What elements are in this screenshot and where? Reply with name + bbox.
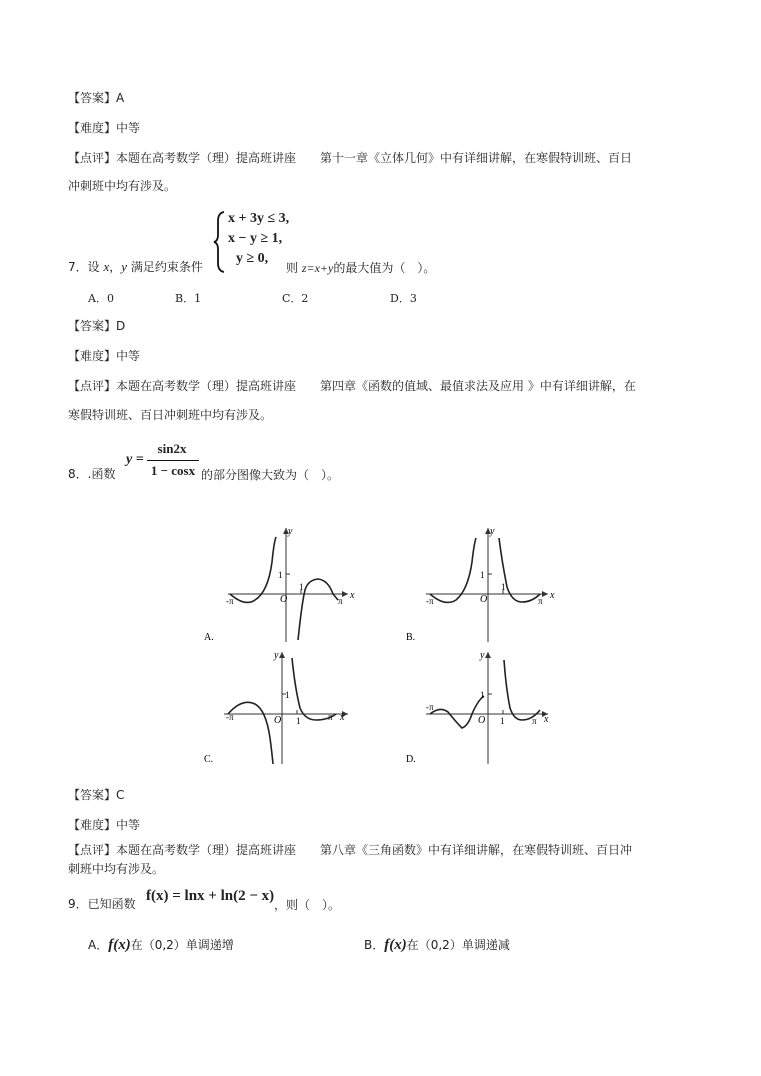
q7-constraint-1: x + 3y ≤ 3,	[228, 211, 290, 226]
q8-graph-d	[400, 648, 560, 773]
q9-option-a	[88, 936, 234, 954]
axis-origin: O	[480, 594, 488, 605]
q8-graph-c	[200, 648, 360, 773]
axis-origin: O	[478, 715, 486, 726]
q7-option-a: A．0	[88, 292, 114, 305]
tick-1-y: 1	[285, 690, 290, 700]
q7-objective: z=x+y	[301, 261, 334, 275]
q8-graph-a	[200, 522, 360, 647]
q7-tail	[286, 259, 435, 276]
axis-origin: O	[274, 715, 282, 726]
q9-function: f(x) = lnx + ln(2 − x)	[146, 888, 275, 904]
graph-label-b: B.	[406, 632, 416, 643]
tick-1-x: 1	[299, 582, 304, 592]
q6-answer: 【答案】A	[68, 91, 125, 105]
q7-system-brace	[213, 211, 227, 276]
tick-neg-pi: -π	[226, 712, 234, 722]
tick-neg-pi: -π	[226, 596, 234, 606]
axis-y-label: y	[480, 650, 485, 661]
axis-origin: O	[280, 594, 288, 605]
q8-comment-line2: 刺班中均有涉及。	[68, 862, 165, 876]
q7-then: 则	[286, 261, 302, 275]
q7-constraint-2: x − y ≥ 1,	[228, 231, 283, 246]
tick-1-x: 1	[500, 716, 505, 726]
q7-comment-line2: 寒假特训班、百日冲刺班中均有涉及。	[68, 408, 273, 422]
tick-pi: π	[338, 596, 343, 606]
q7-var-x: x	[103, 259, 110, 274]
q9-option-a-label: A．	[88, 938, 109, 952]
q8-graph-b	[400, 522, 560, 647]
q9-option-b-label: B．	[364, 938, 385, 952]
axis-x-label: x	[550, 590, 555, 601]
q7-option-c: C．2	[282, 292, 309, 305]
q7-stem	[68, 259, 203, 275]
tick-1-x: 1	[296, 716, 301, 726]
axis-y-label: y	[490, 526, 495, 537]
q7-var-y: y	[121, 259, 128, 274]
q7-option-b: B．1	[175, 292, 202, 305]
q9-option-b	[364, 936, 510, 954]
axis-y-label: y	[288, 526, 293, 537]
q8-denominator: 1 − cosx	[150, 463, 196, 478]
tick-pi: π	[328, 712, 333, 722]
q9-option-a-fx: f(x)	[108, 937, 131, 953]
tick-pi: π	[538, 596, 543, 606]
graph-label-c: C.	[204, 754, 214, 765]
left-brace-icon	[213, 211, 227, 273]
q7-prefix: 7．设	[68, 260, 104, 274]
graph-label-a: A.	[204, 632, 214, 643]
q9-prefix: 9．已知函数	[68, 897, 136, 911]
tick-pi: π	[532, 716, 537, 726]
axis-x-label: x	[340, 712, 345, 723]
q8-numerator: sin2x	[157, 441, 187, 456]
tick-1-y: 1	[480, 690, 485, 700]
q7-difficulty: 【难度】中等	[68, 349, 141, 363]
q7-option-d: D．3	[390, 292, 417, 305]
q9-option-b-fx: f(x)	[384, 937, 407, 953]
tick-1-x: 1	[501, 582, 506, 592]
q9-option-a-text: 在（0,2）单调递增	[130, 938, 234, 952]
q7-constraint-3: y ≥ 0,	[236, 251, 269, 266]
q6-comment-line2: 冲刺班中均有涉及。	[68, 179, 177, 193]
graph-label-d: D.	[406, 754, 416, 765]
q7-comma: ，	[109, 260, 122, 274]
q9-option-b-text: 在（0,2）单调递减	[406, 938, 510, 952]
q8-answer: 【答案】C	[68, 788, 125, 802]
q7-answer: 【答案】D	[68, 319, 126, 333]
q8-y-equals: y =	[126, 452, 144, 467]
q7-mid: 满足约束条件	[127, 260, 203, 274]
q6-comment-line1: 【点评】本题在高考数学（理）提高班讲座 第十一章《立体几何》中有详细讲解，在寒假特训班、百日	[68, 151, 633, 165]
axis-y-label: y	[274, 650, 279, 661]
q7-suffix: 的最大值为（ ）。	[333, 261, 436, 275]
q8-comment-line1: 【点评】本题在高考数学（理）提高班讲座 第八章《三角函数》中有详细讲解，在寒假特训班、百日冲	[68, 843, 633, 857]
q9-suffix: ，则（ ）。	[274, 898, 341, 912]
q8-suffix: 的部分图像大致为（ ）。	[201, 468, 340, 482]
axis-x-label: x	[350, 590, 355, 601]
fraction-bar	[147, 460, 199, 461]
q6-difficulty: 【难度】中等	[68, 121, 141, 135]
tick-neg-pi: -π	[426, 702, 434, 712]
tick-1-y: 1	[480, 570, 485, 580]
q8-prefix: 8．.函数	[68, 467, 116, 481]
tick-1-y: 1	[278, 570, 283, 580]
q7-comment-line1: 【点评】本题在高考数学（理）提高班讲座 第四章《函数的值域、最值求法及应用 》中有详细讲解，在	[68, 379, 636, 393]
axis-x-label: x	[544, 714, 549, 725]
tick-neg-pi: -π	[426, 596, 434, 606]
q8-difficulty: 【难度】中等	[68, 818, 141, 832]
